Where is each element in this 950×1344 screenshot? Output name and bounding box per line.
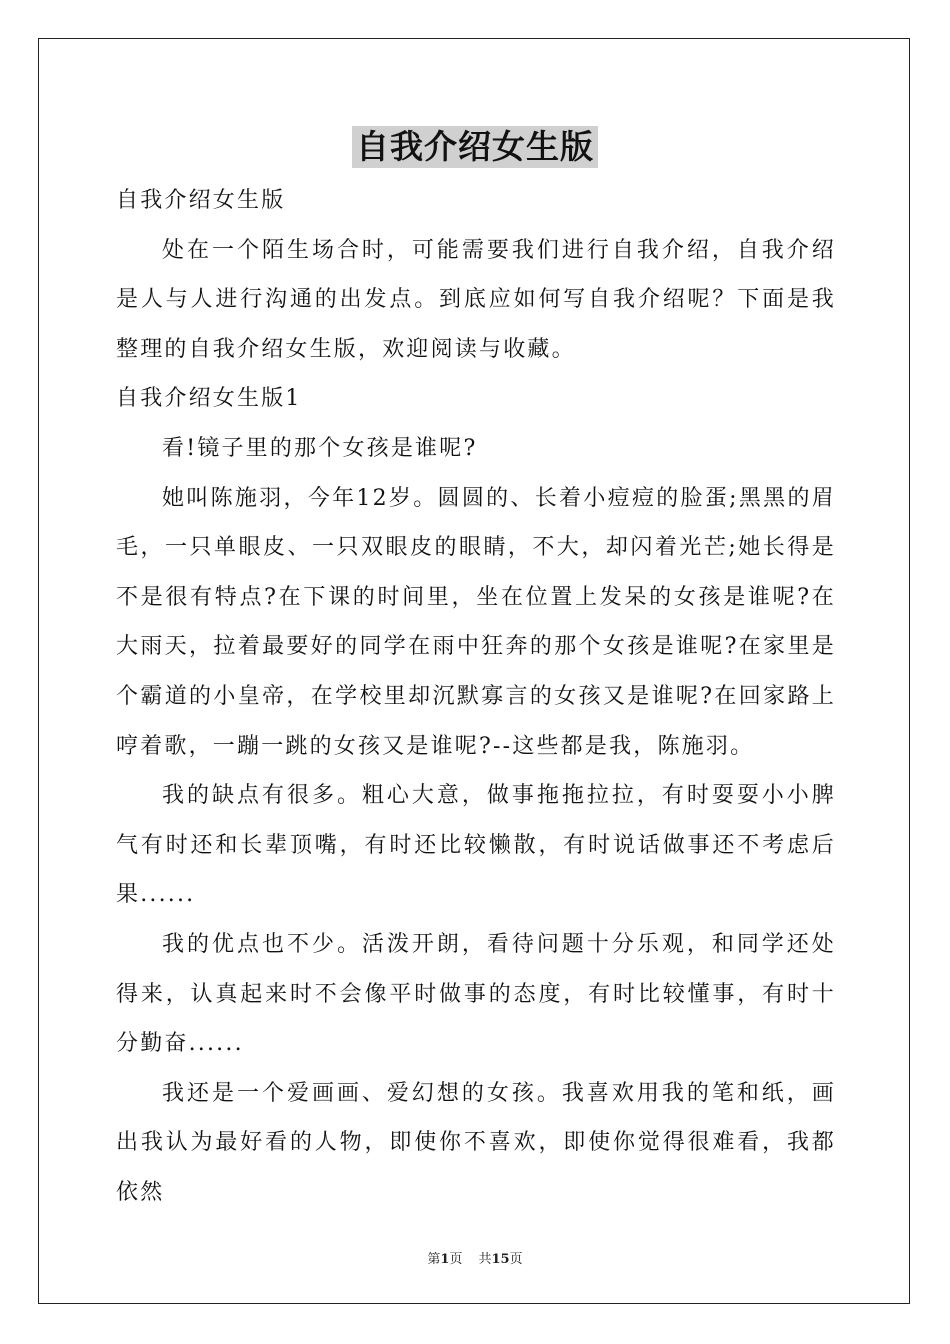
page-suffix: 页 (449, 1252, 463, 1267)
document-body (116, 176, 836, 1217)
paragraph: 我还是一个爱画画、爱幻想的女孩。我喜欢用我的笔和纸，画出我认为最好看的人物，即使你不喜欢，即使你觉得很难看，我都依然 (116, 1080, 836, 1205)
section-heading: 自我介绍女生版 (116, 188, 286, 213)
paragraph: 处在一个陌生场合时，可能需要我们进行自我介绍，自我介绍是人与人进行沟通的出发点。到底应如何写自我介绍呢？下面是我整理的自我介绍女生版，欢迎阅读与收藏。 (116, 237, 836, 362)
total-pages: 15 (491, 1252, 510, 1267)
total-prefix: 共 (478, 1252, 492, 1267)
page-prefix: 第 (427, 1252, 441, 1267)
total-suffix: 页 (509, 1252, 523, 1267)
page-footer (0, 1248, 950, 1267)
paragraph: 她叫陈施羽，今年12岁。圆圆的、长着小痘痘的脸蛋;黑黑的眉毛，一只单眼皮、一只双眼皮的眼睛，不大，却闪着光芒;她长得是不是很有特点?在下课的时间里，坐在位置上发呆的女孩是谁呢?在大雨天，拉着最要好的同学在雨中狂奔的那个女孩是谁呢?在家里是个霸道的小皇帝，在学校里却沉默寡言的女孩又是谁呢?在回家路上哼着歌，一蹦一跳的女孩又是谁呢?--这些都是我，陈施羽。 (116, 485, 836, 759)
section-heading: 自我介绍女生版1 (116, 386, 302, 412)
paragraph: 我的优点也不少。活泼开朗，看待问题十分乐观，和同学还处得来，认真起来时不会像平时做事的态度，有时比较懂事，有时十分勤奋...... (116, 931, 836, 1057)
paragraph: 我的缺点有很多。粗心大意，做事拖拖拉拉，有时耍耍小小脾气有时还和长辈顶嘴，有时还比较懒散，有时说话做事还不考虑后果...... (116, 783, 836, 908)
title-container (0, 126, 950, 168)
document-title: 自我介绍女生版 (352, 126, 598, 168)
paragraph: 看!镜子里的那个女孩是谁呢? (162, 435, 478, 461)
page-number: 1 (440, 1252, 450, 1267)
